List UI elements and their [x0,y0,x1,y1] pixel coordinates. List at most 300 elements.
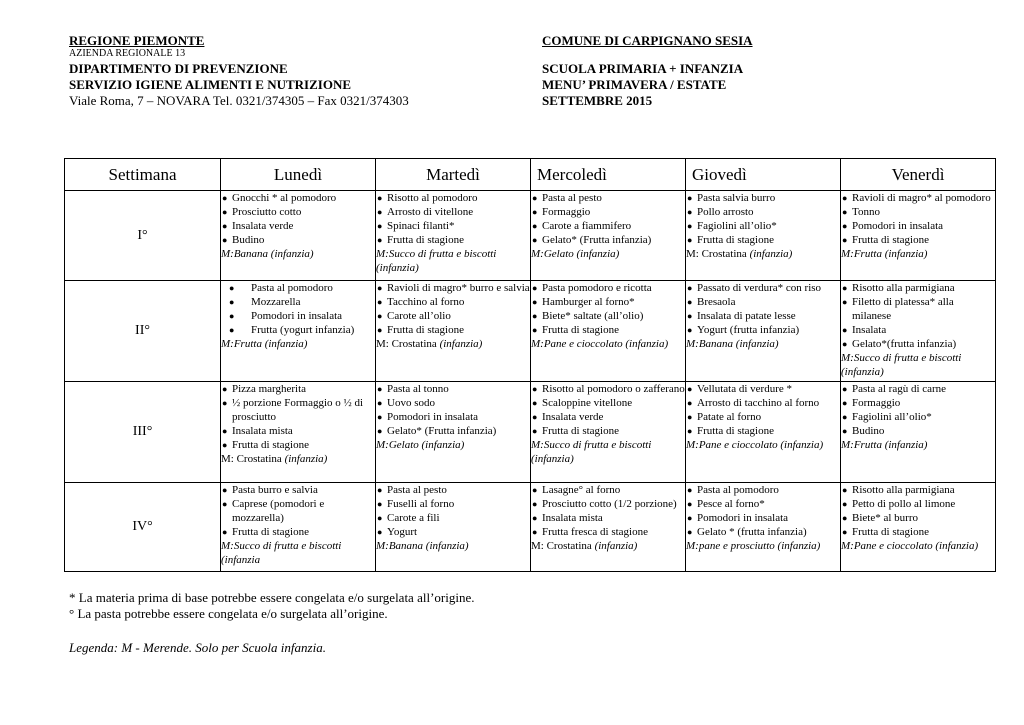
dish-item [841,410,995,424]
day-cell [376,281,531,382]
bullet-icon: ● [377,384,383,394]
dish-text: Insalata [852,324,887,336]
bullet-icon: ● [222,235,228,245]
dish-text: Ravioli di magro* al pomodoro [852,192,991,204]
dish-text: Carote a fiammifero [542,220,632,232]
dish-list [376,191,530,247]
day-cell [221,281,376,382]
merenda-text: Pane e cioccolato (infanzia) [698,439,824,451]
bullet-icon: ● [377,311,383,321]
dish-list [221,281,375,337]
dish-item [221,497,375,525]
bullet-icon: ● [687,485,693,495]
dish-text: Frutta fresca di stagione [542,526,648,538]
header-right [542,33,962,109]
dish-item [376,323,530,337]
merenda-line [841,247,995,261]
bullet-icon: ● [687,513,693,523]
week-label: III° [65,382,221,483]
week-row [65,382,996,483]
dish-item [841,483,995,497]
dish-text: Risotto alla parmigiana [852,484,955,496]
dish-text: Carote a fili [387,512,440,524]
bullet-icon: ● [377,297,383,307]
dish-item [376,219,530,233]
dish-text: Frutta di stagione [232,526,309,538]
merenda-prefix: M: [841,352,854,364]
dish-text: Pesce al forno* [697,498,765,510]
merenda-prefix: M: [376,439,389,451]
week-row [65,191,996,281]
dish-item [531,511,685,525]
day-cell [841,281,996,382]
dish-item [531,233,685,247]
day-cell [376,191,531,281]
merenda-text: Succo di frutta e biscotti (infanzia) [376,248,497,274]
dish-item [686,323,840,337]
dish-item [686,410,840,424]
dish-text: Ravioli di magro* burro e salvia [387,282,530,294]
dish-item [221,205,375,219]
dish-item [686,205,840,219]
department-title: DIPARTIMENTO DI PREVENZIONE [69,61,288,76]
bullet-icon: ● [377,235,383,245]
bullet-icon: ● [842,412,848,422]
dish-item [376,205,530,219]
dish-text: Pomodori in insalata [387,411,479,423]
dish-item [221,382,375,396]
bullet-icon: ● [377,499,383,509]
dish-text: Insalata verde [542,411,604,423]
dish-list [686,191,840,247]
dish-item [841,191,995,205]
day-cell [841,191,996,281]
merenda-prefix: M: [376,540,389,552]
dish-item [686,233,840,247]
dish-item [686,309,840,323]
dish-item [686,219,840,233]
merenda-text: (infanzia) [284,453,328,465]
merenda-text: Succo di frutta e biscotti (infanzia) [841,352,962,378]
dish-list [376,382,530,438]
dish-text: Yogurt [387,526,418,538]
merenda-prefix: M: [221,248,234,260]
bullet-icon: ● [687,207,693,217]
merenda-text: Pane e cioccolato (infanzia) [853,540,979,552]
bullet-icon: ● [532,513,538,523]
bullet-icon: ● [229,325,235,335]
bullet-icon: ● [222,193,228,203]
day-cell [686,281,841,382]
col-header-venerdi: Venerdì [841,159,996,191]
dish-item [376,191,530,205]
dish-text: Pasta burro e salvia [232,484,318,496]
bullet-icon: ● [687,412,693,422]
dish-item [221,525,375,539]
dish-list [531,281,685,337]
dish-text: Pizza margherita [232,383,307,395]
dish-text: Petto di pollo al limone [852,498,956,510]
merenda-text: Gelato (infanzia) [543,248,620,260]
dish-text: Budino [232,234,265,246]
merenda-prefix: M: [686,439,699,451]
dish-item [221,219,375,233]
dish-text: Insalata mista [542,512,603,524]
week-label: IV° [65,483,221,572]
merenda-prefix: M: [531,338,544,350]
dish-list [376,483,530,539]
bullet-icon: ● [532,193,538,203]
dish-item [686,382,840,396]
bullet-icon: ● [377,527,383,537]
merenda-line [531,539,685,553]
merenda-line [841,438,995,452]
bullet-icon: ● [687,398,693,408]
dish-text: Caprese (pomodori e mozzarella) [232,498,325,524]
col-header-martedi: Martedì [376,159,531,191]
dish-item [531,219,685,233]
dish-text: Frutta di stagione [387,324,464,336]
dish-text: Gelato* (Frutta infanzia) [387,425,497,437]
dish-item [531,396,685,410]
dish-item [376,281,530,295]
bullet-icon: ● [532,426,538,436]
dish-item [376,424,530,438]
day-cell [531,191,686,281]
merenda-prefix: M: Crostatina [376,338,437,350]
bullet-icon: ● [842,221,848,231]
bullet-icon: ● [687,426,693,436]
dish-item [376,497,530,511]
dish-item [531,309,685,323]
merenda-line [841,539,995,553]
bullet-icon: ● [687,283,693,293]
bullet-icon: ● [532,297,538,307]
dish-text: Frutta di stagione [542,425,619,437]
bullet-icon: ● [222,499,228,509]
col-header-giovedi: Giovedì [686,159,841,191]
merenda-prefix: M: Crostatina [221,453,282,465]
bullet-icon: ● [532,384,538,394]
day-cell [376,483,531,572]
dish-item [841,337,995,351]
merenda-prefix: M: [221,540,234,552]
dish-item [221,295,375,309]
dish-item [531,424,685,438]
dish-item [841,525,995,539]
menu-title: MENU’ PRIMAVERA / ESTATE [542,77,727,92]
dish-text: Arrosto di vitellone [387,206,474,218]
dish-list [841,281,995,351]
dish-text: Insalata mista [232,425,293,437]
dish-list [221,483,375,539]
bullet-icon: ● [842,499,848,509]
dish-text: Frutta di stagione [697,425,774,437]
merenda-line [376,539,530,553]
merenda-text: (infanzia) [594,540,638,552]
merenda-text: Gelato (infanzia) [388,439,465,451]
day-cell [221,191,376,281]
dish-text: Frutta di stagione [852,526,929,538]
school-title: SCUOLA PRIMARIA + INFANZIA [542,61,744,76]
dish-text: Frutta di stagione [387,234,464,246]
dish-text: Frutta di stagione [852,234,929,246]
dish-text: Pasta pomodoro e ricotta [542,282,652,294]
bullet-icon: ● [377,412,383,422]
dish-text: Insalata di patate lesse [697,310,796,322]
dish-text: Vellutata di verdure * [697,383,792,395]
dish-text: Bresaola [697,296,736,308]
bullet-icon: ● [842,513,848,523]
merenda-line [376,438,530,452]
merenda-line [221,247,375,261]
merenda-line [841,351,995,379]
dish-text: Budino [852,425,885,437]
dish-item [376,309,530,323]
dish-text: Frutta (yogurt infanzia) [251,324,355,336]
dish-text: Pomodori in insalata [251,310,343,322]
dish-item [376,511,530,525]
bullet-icon: ● [229,283,235,293]
week-row [65,483,996,572]
merenda-prefix: M: [686,540,699,552]
bullet-icon: ● [687,384,693,394]
bullet-icon: ● [222,485,228,495]
dish-list [686,382,840,438]
bullet-icon: ● [377,426,383,436]
day-cell [686,191,841,281]
merenda-prefix: M: [841,540,854,552]
merenda-prefix: M: [686,338,699,350]
dish-item [686,281,840,295]
dish-text: Prosciutto cotto [232,206,302,218]
bullet-icon: ● [222,527,228,537]
bullet-icon: ● [842,325,848,335]
dish-item [221,323,375,337]
service-title: SERVIZIO IGIENE ALIMENTI E NUTRIZIONE [69,77,352,92]
dish-item [686,191,840,205]
dish-item [531,281,685,295]
dish-text: Lasagne° al forno [542,484,621,496]
bullet-icon: ● [229,311,235,321]
dish-list [686,281,840,337]
dish-item [841,281,995,295]
merenda-text: Pane e cioccolato (infanzia) [543,338,669,350]
dish-text: Formaggio [852,397,901,409]
dish-item [221,309,375,323]
bullet-icon: ● [842,297,848,307]
dish-item [221,396,375,424]
bullet-icon: ● [377,398,383,408]
dish-list [841,483,995,539]
dish-item [221,424,375,438]
dish-item [841,511,995,525]
dish-item [376,396,530,410]
dish-text: Patate al forno [697,411,762,423]
merenda-text: Banana (infanzia) [388,540,469,552]
bullet-icon: ● [532,398,538,408]
bullet-icon: ● [222,398,228,408]
merenda-line [531,337,685,351]
dish-item [531,295,685,309]
dish-item [221,233,375,247]
dish-list [531,382,685,438]
dish-text: Frutta di stagione [232,439,309,451]
merenda-line [686,247,840,261]
bullet-icon: ● [842,398,848,408]
dish-item [531,525,685,539]
merenda-line [686,438,840,452]
dish-item [841,219,995,233]
dish-item [686,497,840,511]
dish-text: Risotto alla parmigiana [852,282,955,294]
bullet-icon: ● [532,325,538,335]
dish-text: Formaggio [542,206,591,218]
day-cell [686,382,841,483]
day-cell [841,382,996,483]
dish-item [531,410,685,424]
bullet-icon: ● [687,311,693,321]
merenda-text: pane e prosciutto (infanzia) [698,540,821,552]
footnote-asterisk: * La materia prima di base potrebbe essere congelata e/o surgelata all’origine. [69,590,475,605]
asl-subtitle: AZIENDA REGIONALE 13 [69,48,186,59]
merenda-line [221,337,375,351]
day-cell [531,281,686,382]
merenda-text: Frutta (infanzia) [233,338,308,350]
dish-item [221,191,375,205]
bullet-icon: ● [842,193,848,203]
bullet-icon: ● [532,527,538,537]
week-label: I° [65,191,221,281]
dish-item [531,483,685,497]
dish-text: Pasta al pomodoro [251,282,333,294]
day-cell [686,483,841,572]
bullet-icon: ● [222,207,228,217]
dish-list [531,483,685,539]
merenda-line [686,337,840,351]
merenda-prefix: M: [531,248,544,260]
bullet-icon: ● [377,221,383,231]
dish-text: Uovo sodo [387,397,435,409]
bullet-icon: ● [222,426,228,436]
dish-list [686,483,840,539]
dish-text: Arrosto di tacchino al forno [697,397,820,409]
bullet-icon: ● [842,283,848,293]
day-cell [221,483,376,572]
merenda-prefix: M: [841,248,854,260]
dish-text: Gnocchi * al pomodoro [232,192,337,204]
dish-item [221,483,375,497]
week-label: II° [65,281,221,382]
col-header-lunedi: Lunedì [221,159,376,191]
dish-item [686,511,840,525]
dish-text: Gelato* (Frutta infanzia) [542,234,652,246]
dish-text: Risotto al pomodoro o zafferano [542,383,685,395]
dish-text: Scaloppine vitellone [542,397,633,409]
dish-item [376,295,530,309]
dish-text: Hamburger al forno* [542,296,635,308]
day-cell [531,483,686,572]
dish-item [531,205,685,219]
bullet-icon: ● [532,207,538,217]
dish-list [221,191,375,247]
dish-text: Carote all’olio [387,310,451,322]
merenda-line [221,452,375,466]
merenda-text: Frutta (infanzia) [853,248,928,260]
day-cell [221,382,376,483]
dish-item [686,483,840,497]
dish-list [531,191,685,247]
dish-item [376,483,530,497]
merenda-line [686,539,840,553]
bullet-icon: ● [377,193,383,203]
dish-text: Fagiolini all’olio* [852,411,932,423]
dish-list [841,191,995,247]
dish-item [841,295,995,323]
dish-list [221,382,375,452]
address-line: Viale Roma, 7 – NOVARA Tel. 0321/374305 – Fax 0321/374303 [69,93,409,108]
dish-item [531,497,685,511]
dish-text: Yogurt (frutta infanzia) [697,324,800,336]
bullet-icon: ● [532,485,538,495]
dish-list [841,382,995,438]
bullet-icon: ● [532,412,538,422]
dish-item [686,525,840,539]
dish-text: Pomodori in insalata [697,512,789,524]
comune-title: COMUNE DI CARPIGNANO SESIA [542,33,753,48]
merenda-text: Banana (infanzia) [698,338,779,350]
dish-text: Insalata verde [232,220,294,232]
bullet-icon: ● [222,384,228,394]
dish-text: Pomodori in insalata [852,220,944,232]
bullet-icon: ● [377,283,383,293]
merenda-text: (infanzia) [749,248,793,260]
bullet-icon: ● [842,235,848,245]
date-title: SETTEMBRE 2015 [542,93,653,108]
dish-item [841,396,995,410]
merenda-prefix: M: Crostatina [686,248,747,260]
dish-text: Passato di verdura* con riso [697,282,822,294]
dish-item [686,424,840,438]
dish-text: Gelato*(frutta infanzia) [852,338,957,350]
dish-item [531,382,685,396]
dish-item [531,191,685,205]
bullet-icon: ● [687,325,693,335]
dish-item [841,382,995,396]
bullet-icon: ● [842,527,848,537]
bullet-icon: ● [687,527,693,537]
dish-text: Tonno [852,206,880,218]
footnotes [69,590,969,622]
dish-item [841,424,995,438]
header-row [65,159,996,191]
dish-text: Frutta di stagione [542,324,619,336]
bullet-icon: ● [842,485,848,495]
dish-text: ½ porzione Formaggio o ½ di prosciutto [232,397,364,423]
dish-item [376,525,530,539]
merenda-line [531,247,685,261]
bullet-icon: ● [687,297,693,307]
bullet-icon: ● [842,339,848,349]
day-cell [531,382,686,483]
bullet-icon: ● [842,426,848,436]
dish-text: Tacchino al forno [387,296,465,308]
merenda-line [221,539,375,567]
merenda-text: Banana (infanzia) [233,248,314,260]
bullet-icon: ● [222,440,228,450]
dish-item [531,323,685,337]
bullet-icon: ● [377,513,383,523]
